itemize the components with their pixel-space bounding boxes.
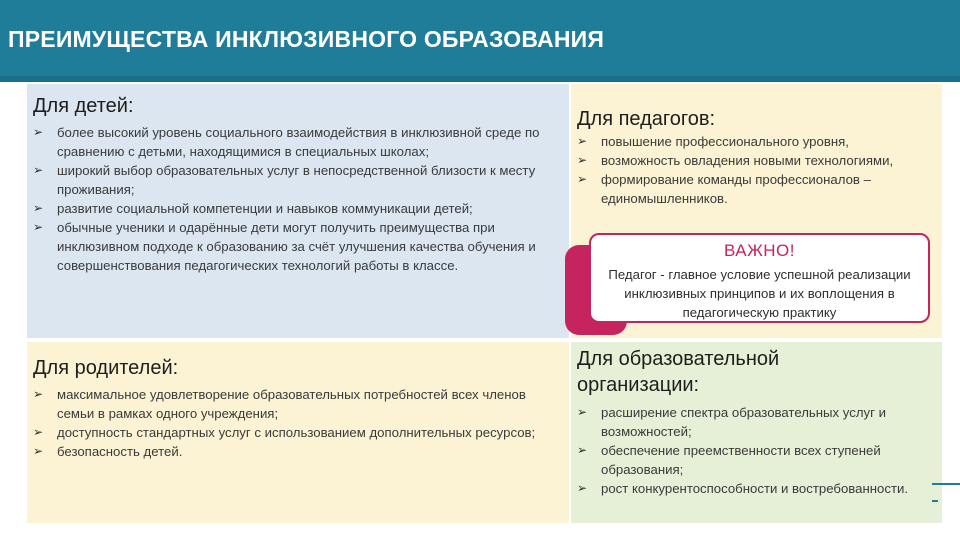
list-item: ➢ развитие социальной компетенции и навыков коммуникации детей; bbox=[33, 201, 473, 216]
list-item: ➢ более высокий уровень социального взаимодействия в инклюзивной среде по сравнению с детьми, находящимися в специальных школах; bbox=[33, 125, 540, 159]
arrowhead-bullet-icon: ➢ bbox=[577, 481, 588, 495]
list-item: ➢ обеспечение преемственности всех ступеней образования; bbox=[577, 443, 881, 477]
organization-heading: Для образовательной организации: bbox=[577, 348, 780, 396]
arrowhead-bullet-icon: ➢ bbox=[33, 425, 44, 439]
arrowhead-bullet-icon: ➢ bbox=[577, 153, 588, 167]
slide-title: ПРЕИМУЩЕСТВА ИНКЛЮЗИВНОГО ОБРАЗОВАНИЯ bbox=[8, 26, 605, 52]
arrowhead-bullet-icon: ➢ bbox=[33, 125, 44, 139]
decorative-line bbox=[932, 483, 960, 485]
organization-list bbox=[577, 403, 937, 498]
list-item: ➢ рост конкурентоспособности и востребованности. bbox=[577, 481, 909, 496]
teachers-list bbox=[577, 132, 937, 208]
important-title: ВАЖНО! bbox=[723, 241, 796, 260]
list-item: ➢ максимальное удовлетворение образовательных потребностей всех членов семьи в рамках одного учреждения; bbox=[33, 387, 526, 421]
list-item: ➢ формирование команды профессионалов – единомышленников. bbox=[577, 172, 871, 206]
list-item: ➢ безопасность детей. bbox=[33, 444, 183, 459]
arrowhead-bullet-icon: ➢ bbox=[577, 134, 588, 148]
parents-heading: Для родителей: bbox=[33, 357, 179, 379]
arrowhead-bullet-icon: ➢ bbox=[577, 172, 588, 186]
list-item: ➢ расширение спектра образовательных услуг и возможностей; bbox=[577, 405, 886, 439]
arrowhead-bullet-icon: ➢ bbox=[33, 163, 44, 177]
list-item: ➢ повышение профессионального уровня, bbox=[577, 134, 849, 149]
list-item: ➢ обычные ученики и одарённые дети могут получить преимущества при инклюзивном подходе к образованию за счёт улучшения качества обучения и совершенствования педагогических технологий работы в классе. bbox=[33, 220, 536, 273]
header-stripe bbox=[0, 76, 960, 82]
arrowhead-bullet-icon: ➢ bbox=[33, 387, 44, 401]
teachers-heading: Для педагогов: bbox=[577, 108, 716, 130]
decorative-dash bbox=[932, 500, 938, 502]
arrowhead-bullet-icon: ➢ bbox=[33, 201, 44, 215]
arrowhead-bullet-icon: ➢ bbox=[33, 220, 44, 234]
important-callout bbox=[589, 233, 930, 323]
arrowhead-bullet-icon: ➢ bbox=[577, 443, 588, 457]
arrowhead-bullet-icon: ➢ bbox=[33, 444, 44, 458]
children-heading: Для детей: bbox=[33, 95, 134, 117]
children-list bbox=[33, 123, 563, 275]
list-item: ➢ доступность стандартных услуг с использованием дополнительных ресурсов; bbox=[33, 425, 536, 440]
list-item: ➢ возможность овладения новыми технологиями, bbox=[577, 153, 894, 168]
important-text: Педагог - главное условие успешной реализации инклюзивных принципов и их воплощения в педагогическую практику bbox=[608, 267, 911, 320]
list-item: ➢ широкий выбор образовательных услуг в непосредственной близости к месту проживания; bbox=[33, 163, 536, 197]
parents-list bbox=[33, 385, 563, 461]
arrowhead-bullet-icon: ➢ bbox=[577, 405, 588, 419]
